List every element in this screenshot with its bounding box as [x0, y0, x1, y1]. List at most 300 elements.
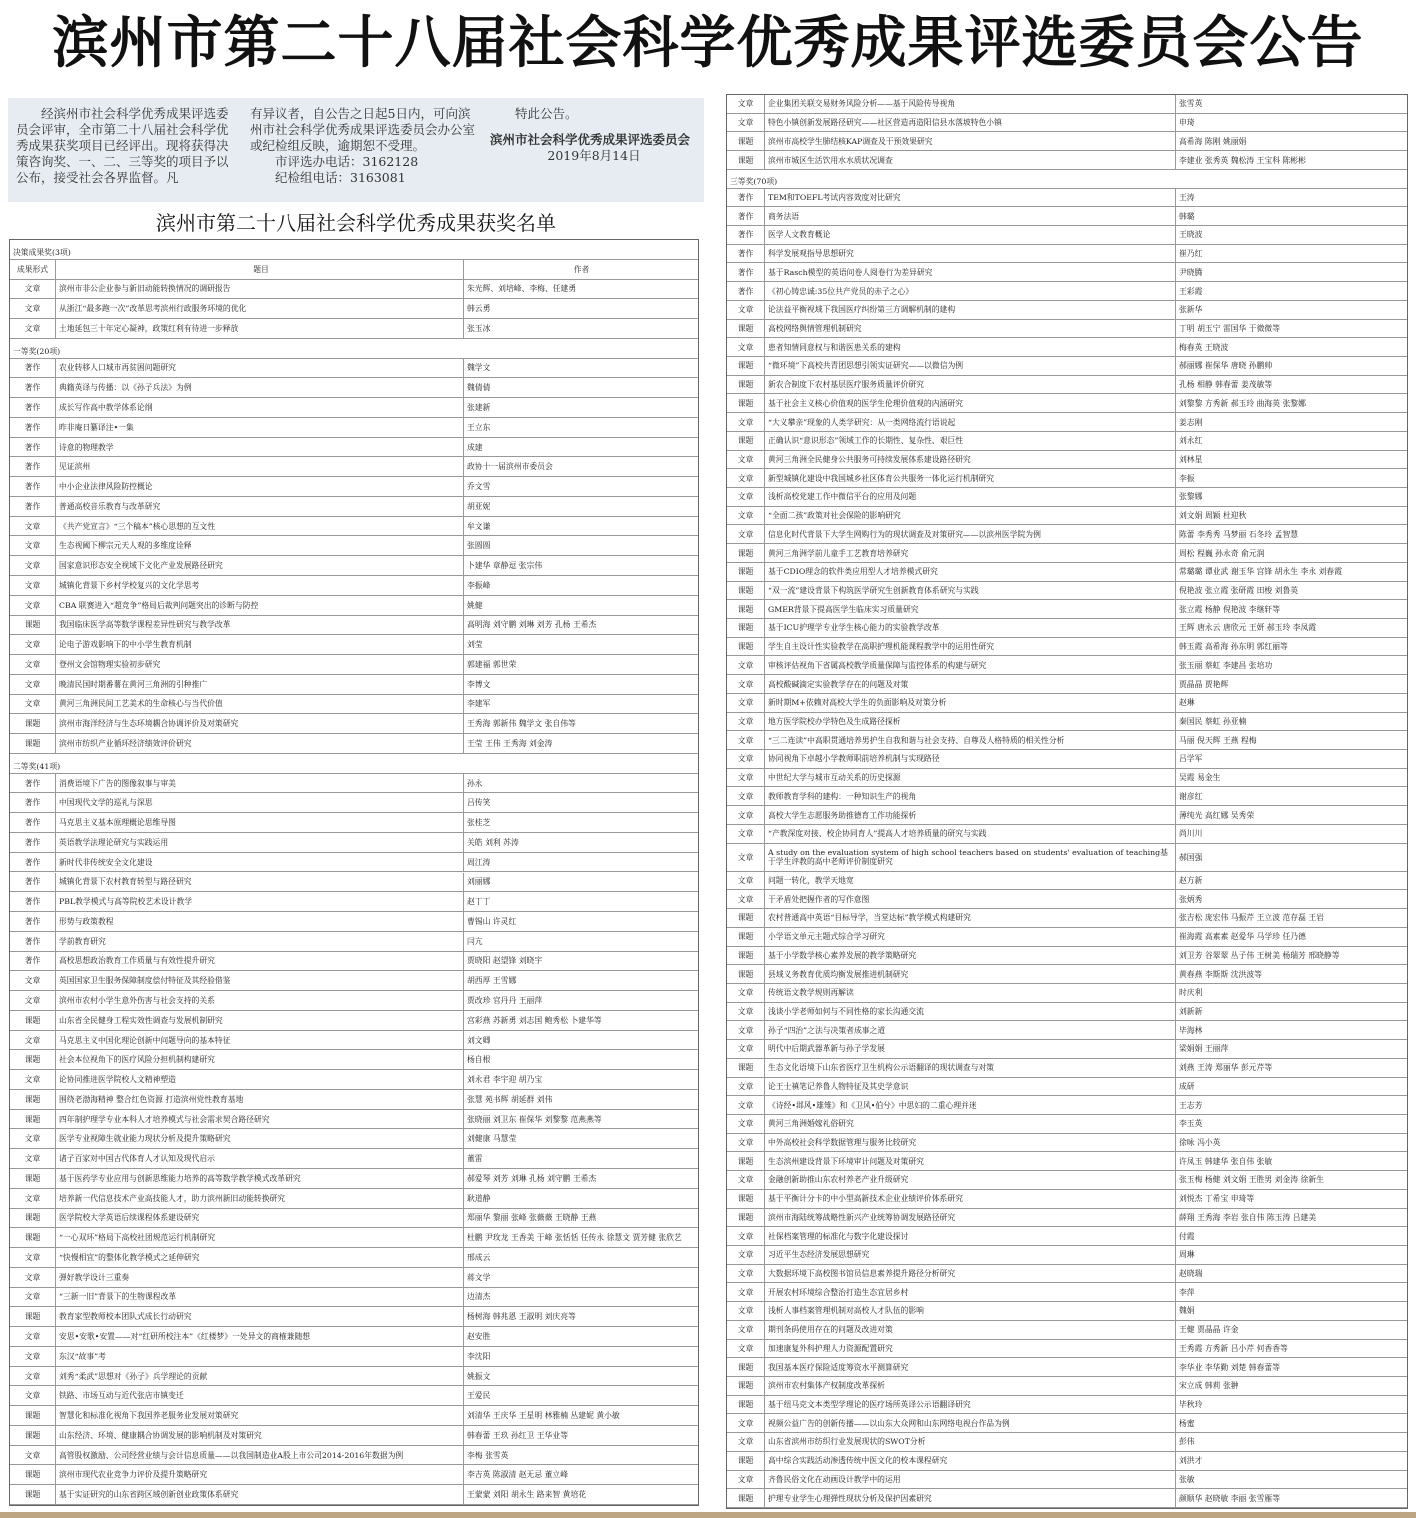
table-row	[727, 1171, 1407, 1190]
table-row	[10, 319, 698, 339]
cell-author: 李玉英	[1179, 1119, 1203, 1129]
cell-form: 文章	[10, 536, 56, 555]
cell-title: 问题一转化，教学天地宽	[765, 872, 1176, 890]
cell-title: 医学专业视障生就业能力现状分析及提升策略研究	[56, 1129, 464, 1148]
table-row	[727, 469, 1407, 488]
phone-discipline-group: 纪检组电话：3163081	[275, 170, 406, 185]
cell-form: 文章	[727, 1021, 765, 1039]
table-row	[727, 638, 1407, 657]
cell-title: “全面二孩”政策对社会保险的影响研究	[765, 507, 1176, 525]
table-row	[727, 928, 1407, 947]
table-row	[727, 844, 1407, 872]
cell-title: 登州文会馆物理实验初步研究	[56, 655, 464, 674]
table-row	[10, 774, 698, 794]
cell-author: 贾晶晶 贾艳辉	[1179, 679, 1229, 689]
cell-title: 中世纪大学与城市互动关系的历史探源	[765, 769, 1176, 787]
cell-author: 张建新	[467, 403, 491, 412]
cell-title: 《诗经•邶风•雄雉》和《卫风•伯兮》中思妇的二重心理并迷	[765, 1096, 1176, 1114]
section-label: 二等奖(41项)	[13, 761, 61, 771]
cell-form: 文章	[10, 1347, 56, 1366]
cell-author: 周松 程巍 孙永奇 俞元润	[1179, 548, 1265, 558]
table-row	[10, 635, 698, 655]
cell-title: 大数据环境下高校图书馆员信息素养提升路径分析研究	[765, 1265, 1176, 1283]
cell-title: 黄河三角洲婚嫁礼俗研究	[765, 1115, 1176, 1133]
cell-title: 医学人文教育概论	[765, 226, 1176, 244]
cell-form: 课题	[727, 928, 765, 946]
cell-author: 关皓 刘利 苏涛	[467, 837, 519, 847]
table-row	[10, 1426, 698, 1446]
cell-author: 李建业 张秀英 魏松涛 王宝科 陈彬彬	[1179, 155, 1306, 165]
cell-form: 著作	[727, 226, 765, 244]
cell-author: 韩玉霞 高希海 孙东明 郭红丽等	[1179, 642, 1288, 652]
table-row	[10, 833, 698, 853]
cell-form: 著作	[10, 833, 56, 852]
cell-title: 滨州市农村小学生意外伤害与社会支持的关系	[56, 991, 464, 1010]
cell-title: 典籍英译与传播：以《孙子兵法》为例	[56, 378, 464, 397]
cell-form: 课题	[727, 1489, 765, 1507]
cell-author: 胡亚妮	[467, 501, 491, 511]
cell-form: 文章	[727, 713, 765, 731]
table-row	[727, 95, 1407, 114]
table-row	[10, 1169, 698, 1189]
table-row	[727, 965, 1407, 984]
cell-form: 课题	[727, 432, 765, 450]
cell-form: 文章	[727, 984, 765, 1002]
cell-title: 患者知情同意权与和谐医患关系的建构	[765, 338, 1176, 356]
cell-author: 刘燕 王涛 郑丽华 彭元芹等	[1179, 1063, 1273, 1073]
cell-author: 韩璐	[1179, 211, 1195, 221]
table-row	[727, 282, 1407, 301]
cell-author: 李吉英 陈淑清 赵无忌 董立峰	[467, 1470, 568, 1480]
cell-form: 文章	[727, 872, 765, 890]
cell-title: 金融创新助推山东农村养老产业升级研究	[765, 1171, 1176, 1189]
cell-form: 文章	[727, 1321, 765, 1339]
list-title: 滨州市第二十八届社会科学优秀成果获奖名单	[156, 211, 556, 235]
cell-form: 著作	[10, 457, 56, 476]
cell-author: 徐咏 冯小英	[1179, 1138, 1221, 1148]
cell-author: 陈蕾 李秀秀 马梦丽 石冬玲 孟智慧	[1179, 529, 1299, 539]
table-row	[727, 525, 1407, 544]
cell-form: 文章	[727, 488, 765, 506]
cell-title: 地方医学院校办学特色及生成路径探析	[765, 713, 1176, 731]
cell-form: 著作	[10, 477, 56, 496]
cell-author: 周琳	[1179, 1250, 1195, 1260]
column-header-row	[10, 260, 698, 280]
cell-title: 黄河三角洲民间工艺美术的生命核心与当代价值	[56, 695, 464, 714]
cell-title: 基于Rasch模型的英语问卷人阅卷行为差异研究	[765, 263, 1176, 281]
cell-author: 卜建华 章静逗 张宗伟	[467, 561, 543, 571]
cell-form: 文章	[727, 806, 765, 824]
cell-author: 付霞	[1179, 1231, 1195, 1241]
cell-author: 张玉丽 蔡虹 李建昌 张培功	[1179, 660, 1273, 670]
cell-author: 魏娟	[1179, 1306, 1195, 1316]
cell-author: 宫彩燕 苏新勇 刘志国 鲍秀松 卜建华等	[467, 1015, 602, 1025]
cell-author: 赵琳	[1179, 698, 1195, 708]
cell-title: 浅谈小学老师如何与不同性格的家长沟通交流	[765, 1003, 1176, 1021]
cell-author: 梅春英 王晓波	[1179, 342, 1229, 352]
cell-author: 赵丁丁	[467, 897, 491, 907]
cell-form: 著作	[10, 418, 56, 437]
cell-author: 郝国强	[1179, 852, 1203, 862]
table-row	[10, 793, 698, 813]
cell-author: 成研	[1179, 1081, 1195, 1091]
cell-title: 农村普通高中英语“目标导学，当堂达标”教学模式构建研究	[765, 909, 1176, 927]
cell-author: 毕秋玲	[1179, 1400, 1203, 1410]
cell-author: 杨树海 韩兆恩 王淑明 刘庆亮等	[467, 1312, 576, 1322]
cell-form: 课题	[10, 1209, 56, 1228]
cell-form: 著作	[10, 892, 56, 911]
cell-author: 彭伟	[1179, 1437, 1195, 1447]
table-row	[727, 301, 1407, 320]
headline: 滨州市第二十八届社会科学优秀成果评选委员会公告	[52, 11, 1364, 76]
table-row	[10, 477, 698, 497]
cell-author: 刘莹	[467, 640, 483, 650]
cell-author: 张黎娜	[1179, 492, 1203, 502]
cell-title: 东汉“故事”考	[56, 1347, 464, 1366]
cell-author: 刘永君 李宇迎 胡乃宝	[467, 1075, 543, 1085]
cell-author: 张敏	[1179, 1474, 1195, 1484]
table-row	[10, 873, 698, 893]
cell-form: 著作	[10, 497, 56, 516]
cell-author: 梁娟娟 王丽萍	[1179, 1044, 1229, 1054]
cell-form: 课题	[10, 1169, 56, 1188]
col-header-form: 成果形式	[10, 260, 56, 279]
table-row	[727, 1059, 1407, 1078]
cell-form: 课题	[727, 376, 765, 394]
cell-author: 蒋文学	[467, 1272, 491, 1282]
table-row	[727, 189, 1407, 208]
cell-title: 中国现代文学的巡礼与深思	[56, 793, 464, 812]
table-row	[10, 952, 698, 972]
cell-author: 杨蜜	[1179, 1418, 1195, 1428]
table-row	[727, 1134, 1407, 1153]
notice-box	[8, 98, 704, 202]
table-row	[10, 1406, 698, 1426]
cell-title: 滨州市海陆统筹战略性新兴产业统筹协调发展路径研究	[765, 1209, 1176, 1227]
table-row	[10, 1090, 698, 1110]
cell-title: “快慢相宜”的整体化教学模式之延伸研究	[56, 1248, 464, 1267]
notice-date: 2019年8月14日	[547, 148, 641, 163]
cell-author: 高明海 刘守鹏 刘琳 刘芳 孔杨 王希杰	[467, 620, 597, 630]
cell-form: 课题	[10, 1050, 56, 1069]
cell-author: 崔乃红	[1179, 249, 1203, 259]
table-row	[10, 675, 698, 695]
cell-form: 课题	[10, 1110, 56, 1129]
table-row	[10, 734, 698, 754]
table-row	[727, 544, 1407, 563]
cell-form: 文章	[727, 844, 765, 871]
table-row	[10, 596, 698, 616]
cell-author: 郭建福 郭世荣	[467, 659, 517, 669]
cell-title: 生态文化语境下山东省医疗卫生机构公示语翻译的现状调查与对策	[765, 1059, 1176, 1077]
table-row	[727, 1396, 1407, 1415]
cell-author: 薄纯光 高红娜 吴秀荣	[1179, 810, 1255, 820]
cell-author: 秦国民 蔡虹 孙亚楠	[1179, 716, 1247, 726]
table-row	[727, 263, 1407, 282]
cell-form: 文章	[10, 1446, 56, 1465]
cell-form: 文章	[727, 338, 765, 356]
cell-author: 时庆利	[1179, 988, 1203, 998]
cell-form: 文章	[10, 1248, 56, 1267]
cell-title: 基于社会主义核心价值观的医学生伦理价值观的内涵研究	[765, 394, 1176, 412]
table-row	[727, 1040, 1407, 1059]
cell-author: 孙永	[467, 778, 483, 788]
cell-author: 谢彦红	[1179, 791, 1203, 801]
cell-title: 科学发展观指导思想研究	[765, 245, 1176, 263]
cell-title: 培养新一代信息技术产业高技能人才，助力滨州新旧动能转换研究	[56, 1189, 464, 1208]
cell-title: 安思•安歌•安置——对“红研所校注本”《红楼梦》一处异文的商榷兼随想	[56, 1327, 464, 1346]
award-table-right	[726, 94, 1408, 1509]
notice-col-1	[16, 106, 238, 186]
cell-author: 郝丽娜 崔保华 唐晓 孙鹏帅	[1179, 361, 1273, 371]
cell-form: 著作	[10, 359, 56, 378]
cell-title: 山东省全民健身工程实效性调查与发展机制研究	[56, 1011, 464, 1030]
cell-author: 丁明 胡玉宁 雷国华 于微微等	[1179, 323, 1280, 333]
cell-author: 成建	[467, 442, 483, 452]
cell-title: 中小企业法律风险防控概论	[56, 477, 464, 496]
table-row	[727, 114, 1407, 133]
cell-form: 课题	[727, 638, 765, 656]
cell-author: 李振	[1179, 473, 1195, 483]
cell-form: 课题	[10, 1485, 56, 1504]
table-row	[727, 890, 1407, 909]
section-header	[10, 339, 698, 359]
cell-form: 著作	[10, 932, 56, 951]
table-row	[727, 1377, 1407, 1396]
cell-form: 文章	[10, 1327, 56, 1346]
table-row	[727, 806, 1407, 825]
cell-form: 文章	[10, 655, 56, 674]
cell-title: 高校网络舆情管理机制研究	[765, 320, 1176, 338]
table-row	[727, 1246, 1407, 1265]
table-row	[10, 1070, 698, 1090]
table-row	[727, 872, 1407, 891]
cell-form: 课题	[10, 1465, 56, 1484]
table-row	[10, 714, 698, 734]
cell-form: 课题	[727, 1396, 765, 1414]
cell-title: 晚清民国时期番薯在黄河三角洲的引种推广	[56, 675, 464, 694]
cell-form: 著作	[10, 912, 56, 931]
cell-title: 铁路、市场互动与近代张店市镇变迁	[56, 1386, 464, 1405]
table-row	[10, 892, 698, 912]
cell-title: 诸子百家对中国古代体育人才认知及现代启示	[56, 1149, 464, 1168]
cell-form: 著作	[727, 245, 765, 263]
cell-form: 文章	[727, 451, 765, 469]
cell-author: 申琦	[1179, 118, 1195, 128]
table-row	[727, 1414, 1407, 1433]
cell-form: 文章	[10, 556, 56, 575]
cell-author: 贾晓阳 赵望锋 刘晓宇	[467, 956, 543, 966]
cell-form: 课题	[727, 132, 765, 150]
section-label: 一等奖(20项)	[13, 346, 61, 356]
cell-title: 马克思主义中国化理论创新中问题导向的基本特征	[56, 1031, 464, 1050]
cell-title: 教师教育学科的建构：一种知识生产的视角	[765, 787, 1176, 805]
cell-title: 四年制护理学专业本科人才培养模式与社会需求契合路径研究	[56, 1110, 464, 1129]
cell-title: 基于纽马克文本类型学理论的医疗场所英译公示语翻译研究	[765, 1396, 1176, 1414]
cell-title: 特色小镇创新发展路径研究——社区营造再造阳信县水落坡特色小镇	[765, 114, 1176, 132]
table-row	[727, 787, 1407, 806]
cell-form: 文章	[727, 1471, 765, 1489]
cell-author: 王辉 唐永云 唐欣元 王妍 郝玉玲 李凤霞	[1179, 623, 1317, 633]
cell-form: 著作	[10, 813, 56, 832]
cell-form: 著作	[727, 189, 765, 207]
cell-title: “大义攀亲”现象的人类学研究：从一类网络流行语说起	[765, 413, 1176, 431]
cell-title: 《初心铸忠诚:35位共产党员的赤子之心》	[765, 282, 1176, 300]
cell-title: “三新一旧”背景下的生物课程改革	[56, 1288, 464, 1307]
table-row	[10, 1446, 698, 1466]
cell-title: 商务法语	[765, 207, 1176, 225]
table-row	[727, 320, 1407, 339]
cell-author: 朱光辉、刘培峰、李梅、任建勇	[467, 284, 577, 294]
cell-author: 宋立成 韩莉 张翀	[1179, 1381, 1239, 1391]
table-row	[10, 378, 698, 398]
cell-form: 课题	[727, 1452, 765, 1470]
table-row	[727, 207, 1407, 226]
table-row	[727, 1003, 1407, 1022]
cell-title: 高校思想政治教育工作质量与有效性提升研究	[56, 952, 464, 971]
table-row	[727, 1302, 1407, 1321]
table-row	[10, 1307, 698, 1327]
cell-form: 文章	[727, 1003, 765, 1021]
cell-author: 刘卫芳 谷翠翠 丛子伟 王树美 杨瑞芳 邢晓静等	[1179, 950, 1340, 960]
cell-form: 文章	[10, 576, 56, 595]
cell-form: 文章	[10, 971, 56, 990]
table-row	[10, 299, 698, 319]
table-row	[10, 1110, 698, 1130]
cell-form: 课题	[727, 909, 765, 927]
cell-form: 文章	[727, 1302, 765, 1320]
cell-title: 新时代非传统安全文化建设	[56, 853, 464, 872]
table-row	[727, 675, 1407, 694]
cell-form: 文章	[727, 525, 765, 543]
cell-author: 边清杰	[467, 1292, 491, 1302]
cell-form: 文章	[727, 787, 765, 805]
table-row	[10, 1485, 698, 1505]
cell-form: 文章	[10, 1031, 56, 1050]
cell-title: 马克思主义基本原理概论思维导图	[56, 813, 464, 832]
cell-title: 高校酸碱滴定实验教学存在的问题及对策	[765, 675, 1176, 693]
cell-title: 生态视阈下柳宗元天人观的多维度诠释	[56, 536, 464, 555]
cell-title: 滨州市现代农业竞争力评价及提升策略研究	[56, 1465, 464, 1484]
cell-title: 信息化时代背景下大学生网购行为的现状调查及对策研究——以滨州医学院为例	[765, 525, 1176, 543]
cell-form: 文章	[727, 469, 765, 487]
table-row	[10, 932, 698, 952]
table-row	[727, 656, 1407, 675]
table-row	[10, 1129, 698, 1149]
cell-author: 王涛	[1179, 192, 1195, 202]
table-row	[727, 1265, 1407, 1284]
table-row	[727, 245, 1407, 264]
table-row	[10, 438, 698, 458]
table-row	[10, 517, 698, 537]
cell-title: 护理专业学生心理弹性现状分析及保护因素研究	[765, 1489, 1176, 1507]
table-row	[10, 1268, 698, 1288]
cell-title: 基于CDIO理念的软件类应用型人才培养模式研究	[765, 563, 1176, 581]
cell-form: 著作	[10, 873, 56, 892]
cell-title: 中外高校社会科学数据管理与服务比较研究	[765, 1134, 1176, 1152]
cell-author: 郑丽华 黎丽 张峰 张薇薇 王晓静 王燕	[467, 1213, 597, 1223]
table-row	[727, 1078, 1407, 1097]
cell-title: “一心双环”格局下高校社团规范运行机制研究	[56, 1228, 464, 1247]
cell-title: 普通高校音乐教育与改革研究	[56, 497, 464, 516]
award-table-left	[9, 239, 699, 1506]
cell-title: 成长写作高中教学体系论纲	[56, 398, 464, 417]
cell-form: 课题	[10, 1228, 56, 1247]
cell-title: 孙子“四治”之法与决策者成事之道	[765, 1021, 1176, 1039]
cell-title: 国家意识形态安全视域下文化产业发展路径研究	[56, 556, 464, 575]
table-row	[10, 991, 698, 1011]
table-row	[10, 695, 698, 715]
cell-title: 滨州市海洋经济与生态环境耦合协调评价及对策研究	[56, 714, 464, 733]
cell-author: 刘丽娜	[467, 877, 491, 887]
cell-form: 著作	[10, 952, 56, 971]
table-row	[727, 1471, 1407, 1490]
cell-title: 开展农村环境综合整治打造生态宜居乡村	[765, 1283, 1176, 1301]
cell-title: 基于平衡计分卡的中小型高新技术企业业绩评价体系研究	[765, 1190, 1176, 1208]
cell-author: 毕海林	[1179, 1025, 1203, 1035]
cell-title: 生态滨州建设背景下环境审计问题及对策研究	[765, 1152, 1176, 1170]
cell-form: 著作	[10, 398, 56, 417]
cell-title: 从浙江“最多跑一次”改革思考滨州行政服务环境的优化	[56, 299, 464, 318]
cell-author: 高希海 陈刚 姚丽娟	[1179, 136, 1247, 146]
cell-form: 文章	[727, 95, 765, 113]
phone-evaluation-office: 市评选办电话：3162128	[275, 154, 419, 169]
cell-author: 牟文谦	[467, 521, 491, 531]
cell-form: 课题	[10, 1406, 56, 1425]
cell-form: 文章	[727, 750, 765, 768]
cell-author: 王秀霞 方秀新 吕小芹 何香香等	[1179, 1343, 1288, 1353]
cell-form: 课题	[727, 582, 765, 600]
cell-title: 论电子游戏影响下的中小学生教育机制	[56, 635, 464, 654]
cell-author: 张桂芝	[467, 818, 491, 828]
cell-author: 姜志刚	[1179, 417, 1203, 427]
table-row	[727, 1433, 1407, 1452]
cell-title: 浅析高校党建工作中微信平台的应用及问题	[765, 488, 1176, 506]
section-label: 三等奖(70项)	[730, 176, 778, 186]
cell-form: 文章	[727, 1040, 765, 1058]
cell-title: 社保档案管理的标准化与数字化建设探讨	[765, 1227, 1176, 1245]
cell-title: 围绕老渤海精神 整合红色资源 打造滨州党性教育基地	[56, 1090, 464, 1109]
cell-title: “三二连读”中高职贯通培养男护生自我和谐与社会支持、自尊及人格特质的相关性分析	[765, 731, 1176, 749]
cell-author: 韩云勇	[467, 304, 491, 314]
table-row	[727, 909, 1407, 928]
cell-title: 社会本位视角下的医疗风险分担机制构建研究	[56, 1050, 464, 1069]
table-row	[727, 582, 1407, 601]
cell-author: 倪艳波 张立霞 张研霞 田梭 刘鲁英	[1179, 585, 1299, 595]
table-row	[727, 1489, 1407, 1508]
cell-title: 我国基本医疗保险适度筹资水平测算研究	[765, 1358, 1176, 1376]
cell-form: 课题	[10, 1426, 56, 1445]
cell-author: 王立东	[467, 422, 491, 432]
cell-form: 课题	[727, 544, 765, 562]
cell-author: 刘文卿	[467, 1035, 491, 1045]
cell-form: 文章	[10, 299, 56, 318]
cell-form: 文章	[10, 1189, 56, 1208]
cell-author: 贾改珍 官丹丹 王丽萍	[467, 995, 543, 1005]
cell-form: 文章	[727, 694, 765, 712]
cell-author: 李博文	[467, 679, 491, 689]
section-header	[10, 754, 698, 774]
cell-form: 文章	[727, 301, 765, 319]
cell-form: 文章	[10, 319, 56, 338]
table-row	[10, 1367, 698, 1387]
notice-col-3	[490, 106, 698, 164]
cell-form: 著作	[727, 263, 765, 281]
cell-author: 吕学军	[1179, 754, 1203, 764]
table-row	[727, 507, 1407, 526]
table-row	[10, 813, 698, 833]
cell-author: 王秀海 郭新伟 魏学文 张自伟等	[467, 719, 576, 729]
